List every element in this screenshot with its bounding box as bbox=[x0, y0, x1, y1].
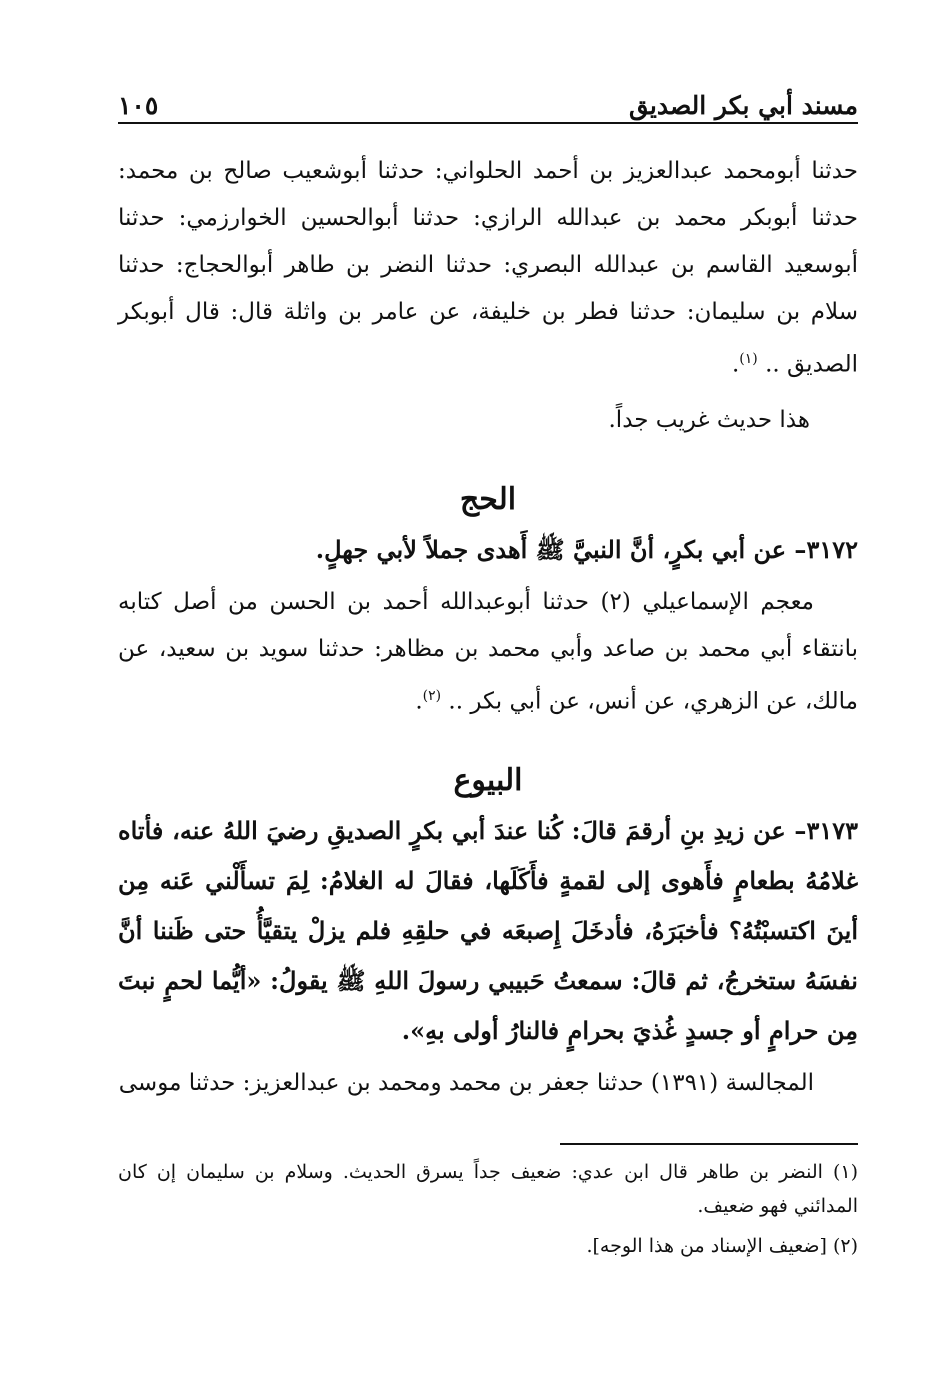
chain-text: حدثنا أبومحمد عبدالعزيز بن أحمد الحلواني: حدثنا أبوشعيب صالح بن محمد: حدثنا أبوبكر محمد بن عبدالله الرازي: حدثنا أبوالحسين الخوارزمي: حدثنا أبوسعيد القاسم بن عبدالله البصري: حدثنا النضر بن طاهر أبوالحجاج: حدثنا سلام بن سليمان: حدثنا فطر بن خليفة، عن عامر بن واثلة قال: قال أبوبكر الصديق .. bbox=[118, 158, 858, 378]
section-heading-sales: البيوع bbox=[453, 763, 523, 799]
running-title: مسند أبي بكر الصديق bbox=[629, 91, 858, 120]
footnote-ref-2: (٢) bbox=[422, 687, 442, 704]
source-3173: المجالسة (١٣٩١) حدثنا جعفر بن محمد ومحمد بن عبدالعزيز: حدثنا موسى bbox=[118, 1070, 814, 1097]
page-number: ١٠٥ bbox=[118, 91, 159, 120]
footnote-2: (٢) [ضعيف الإسناد من هذا الوجه]. bbox=[586, 1235, 858, 1258]
footnote-1: (١) النضر بن طاهر قال ابن عدي: ضعيف جداً يسرق الحديث. وسلام بن سليمان إن كان المدائني فهو ضعيف. bbox=[118, 1161, 858, 1218]
section-heading-hajj: الحج bbox=[459, 481, 517, 517]
source-3172: معجم الإسماعيلي (٢) حدثنا أبوعبدالله أحمد بن الحسن من أصل كتابه بانتقاء أبي محمد بن صاعد وأبي محمد بن مظاهر: حدثنا سويد بن سعيد، عن مالك، عن الزهري، عن أنس، عن أبي بكر .. $^{(٢)}$. bbox=[118, 588, 859, 715]
book-page bbox=[118, 76, 858, 1263]
footnote-ref-1: (١) bbox=[739, 351, 758, 367]
header-rule bbox=[118, 122, 858, 124]
hadith-3173: ٣١٧٣– عن زيدِ بنِ أرقمَ قالَ: كُنا عندَ أبي بكرٍ الصديقِ رضيَ اللهُ عنه، فأتاه غلامُهُ بطعامٍ فأَهوى إلى لقمةٍ فأَكَلَها، فقالَ له الغلامُ: لِمَ تسأَلْني عَنه مِن أينَ اكتسبْتُهُ؟ فأخبَرَهُ، فأدخَلَ إِصبعَه في حلقِهِ فلم يزلْ يتقيَّأُ حتى ظَننا أنَّ نفسَهُ ستخرجُ، ثم قالَ: سمعتُ حَبيبي رسولَ اللهِ ﷺ يقولُ: «أيُّما لحمٍ نبتَ مِن حرامٍ أو جسدٍ غُذيَ بحرامٍ فالنارُ أولى بهِ». bbox=[118, 816, 858, 1046]
hadith-3172: ٣١٧٢– عن أبي بكرٍ، أنَّ النبيَّ ﷺ أَهدى جملاً لأبي جهلٍ. bbox=[315, 534, 858, 564]
footnote-rule bbox=[560, 1143, 858, 1145]
chain-paragraph: حدثنا أبومحمد عبدالعزيز بن أحمد الحلواني: حدثنا أبوشعيب صالح بن محمد: حدثنا أبوبكر محمد بن عبدالله الرازي: حدثنا أبوالحسين الخوارزمي: حدثنا أبوسعيد القاسم بن عبدالله البصري: حدثنا النضر بن طاهر أبوالحجاج: حدثنا سلام بن سليمان: حدثنا فطر بن خليفة، عن عامر بن واثلة قال: قال أبوبكر الصديق .. $^{(١)}$. bbox=[118, 158, 858, 378]
source-text-3172: معجم الإسماعيلي (٢) حدثنا أبوعبدالله أحمد بن الحسن من أصل كتابه بانتقاء أبي محمد بن صاعد وأبي محمد بن مظاهر: حدثنا سويد بن سعيد، عن مالك، عن الزهري، عن أنس، عن أبي بكر .. bbox=[118, 588, 859, 715]
page-header bbox=[118, 76, 858, 120]
grading-note: هذا حديث غريب جداً. bbox=[608, 406, 810, 433]
